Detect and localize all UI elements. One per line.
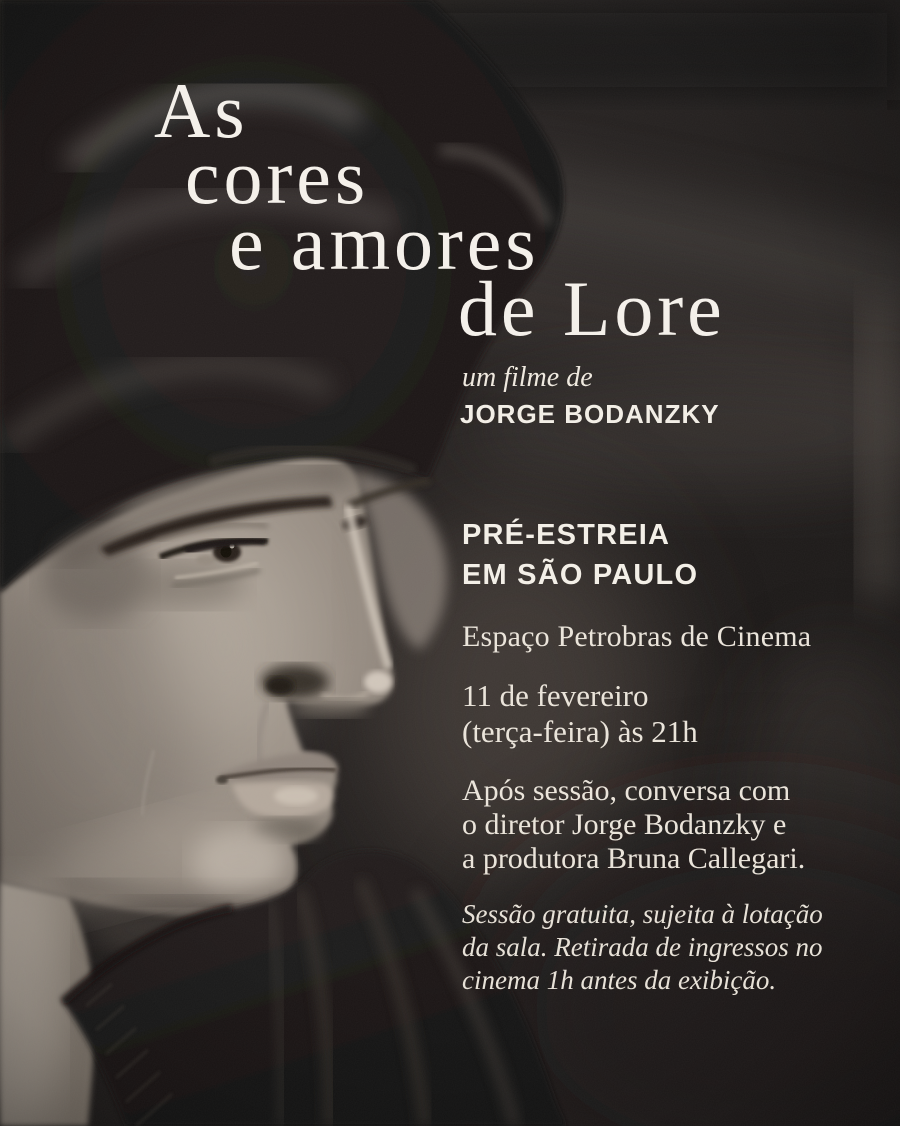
title-line-4: de Lore xyxy=(458,265,726,352)
note-line-1: Sessão gratuita, sujeita à lotação xyxy=(462,899,823,929)
note-line-2: da sala. Retirada de ingressos no xyxy=(462,932,823,962)
premiere-heading xyxy=(462,515,698,595)
director-name: JORGE BODANZKY xyxy=(460,399,720,429)
premiere-heading-line-1: PRÉ-ESTREIA xyxy=(462,519,671,551)
film-title xyxy=(154,67,726,352)
venue-name: Espaço Petrobras de Cinema xyxy=(462,620,812,653)
screening-datetime xyxy=(462,678,698,750)
talk-line-3: a produtora Bruna Callegari. xyxy=(462,842,806,875)
talk-line-2: o diretor Jorge Bodanzky e xyxy=(462,808,787,841)
screening-date: 11 de fevereiro xyxy=(462,678,649,713)
screening-time: (terça-feira) às 21h xyxy=(462,714,698,749)
title-line-3: e amores xyxy=(229,199,540,286)
admission-note xyxy=(462,898,823,997)
premiere-heading-line-2: EM SÃO PAULO xyxy=(462,559,699,591)
credit-prefix: um filme de xyxy=(462,362,593,393)
talk-line-1: Após sessão, conversa com xyxy=(462,774,791,807)
note-line-3: cinema 1h antes da exibição. xyxy=(462,965,777,995)
title-line-1: As xyxy=(154,67,249,154)
post-screening-talk xyxy=(462,774,805,876)
title-line-2: cores xyxy=(185,133,370,220)
